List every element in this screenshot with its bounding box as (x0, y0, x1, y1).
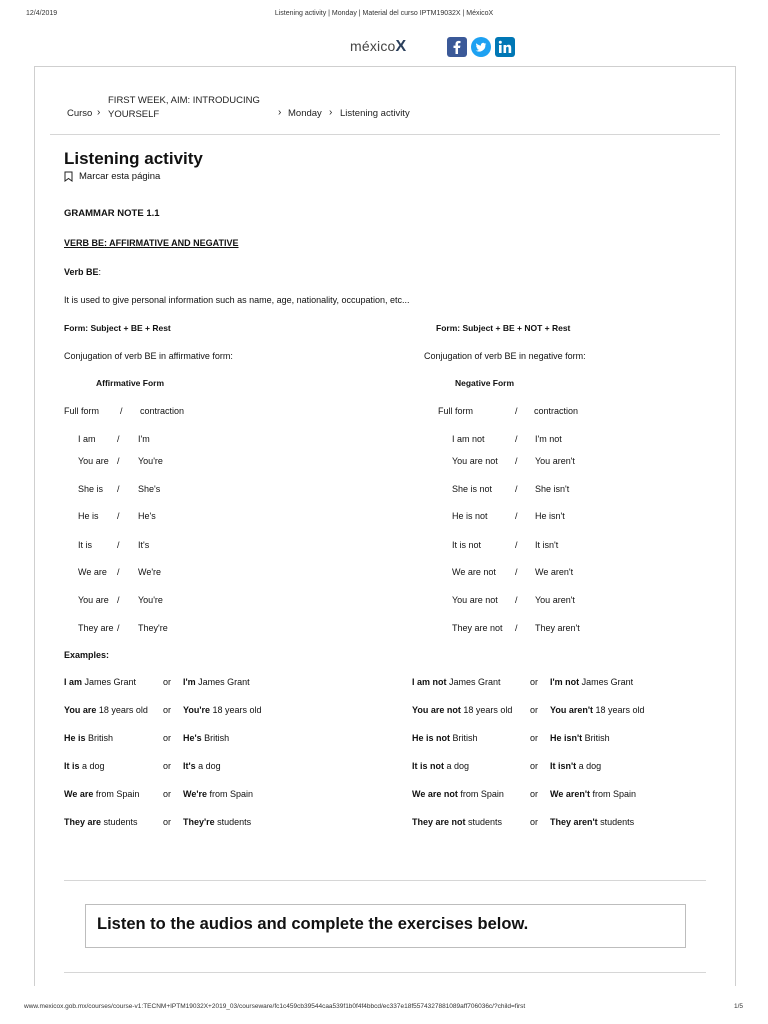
page-title: Listening activity (64, 149, 203, 168)
slash: / (515, 484, 518, 494)
slash: / (117, 484, 120, 494)
example-negative-contraction (550, 677, 633, 687)
social-links (446, 36, 516, 58)
example-rest: from Spain (590, 789, 637, 799)
form-affirmative: Form: Subject + BE + Rest (64, 323, 171, 333)
course-frame (34, 66, 736, 986)
example-bold: We are not (412, 789, 458, 799)
example-negative-contraction (550, 789, 636, 799)
negative-contraction: You aren't (535, 456, 575, 466)
example-negative-full (412, 733, 478, 743)
negative-full-form: You are not (452, 595, 498, 605)
slash: / (117, 595, 120, 605)
slash: / (515, 511, 518, 521)
chevron-right-icon: › (329, 107, 333, 118)
example-rest: British (201, 733, 230, 743)
example-rest: from Spain (207, 789, 254, 799)
example-rest: from Spain (457, 789, 504, 799)
example-rest: 18 years old (96, 705, 148, 715)
example-affirmative-contraction (183, 761, 221, 771)
example-affirmative-contraction (183, 817, 251, 827)
example-affirmative-full (64, 733, 113, 743)
slash: / (515, 434, 518, 444)
affirmative-form-title: Affirmative Form (96, 378, 165, 388)
slash: / (515, 540, 518, 550)
affirmative-contraction: It's (138, 540, 150, 550)
example-bold: It's (183, 761, 196, 771)
example-or: or (163, 705, 172, 715)
example-negative-full (412, 817, 502, 827)
example-affirmative-full (64, 761, 105, 771)
example-rest: students (597, 817, 635, 827)
example-or: or (530, 789, 539, 799)
example-or: or (163, 817, 172, 827)
examples-label: Examples: (64, 650, 110, 660)
logo-text: méxico (350, 38, 396, 54)
negative-contraction: She isn't (535, 484, 570, 494)
print-url: www.mexicox.gob.mx/courses/course-v1:TECNM+IPTM19032X+2019_03/courseware/fc1c459cb39544caa539f1b0f4f4bbcd/ec337e18f5574327881089aff706036c/?child=first (24, 1003, 526, 1010)
divider (64, 972, 706, 973)
example-bold: We aren't (550, 789, 590, 799)
breadcrumb (0, 92, 768, 126)
example-rest: students (101, 817, 138, 827)
divider (50, 134, 720, 135)
example-rest: students (465, 817, 503, 827)
slash: / (515, 406, 518, 416)
grammar-note-title: GRAMMAR NOTE 1.1 (64, 208, 160, 219)
print-page-number: 1/5 (734, 1003, 744, 1010)
verb-be-text: Verb BE (64, 267, 99, 277)
example-negative-full (412, 677, 501, 687)
breadcrumb-subsection[interactable]: Monday (288, 108, 322, 119)
breadcrumb-unit: Listening activity (340, 108, 410, 119)
example-negative-contraction (550, 817, 634, 827)
affirmative-contraction: You're (138, 456, 163, 466)
example-bold: They are not (412, 817, 466, 827)
example-bold: I'm (183, 677, 196, 687)
full-form-header: Full form (64, 406, 100, 416)
example-rest: 18 years old (592, 705, 645, 715)
divider (64, 880, 706, 881)
verb-be-label (64, 267, 101, 277)
bookmark-label: Marcar esta página (79, 171, 161, 182)
bookmark-icon (64, 171, 73, 182)
example-bold: He isn't (550, 733, 583, 743)
negative-contraction: You aren't (535, 595, 575, 605)
example-rest: students (214, 817, 252, 827)
affirmative-full-form: You are (78, 456, 109, 466)
bookmark-button[interactable] (64, 171, 160, 182)
example-bold: We are (64, 789, 94, 799)
breadcrumb-section[interactable]: FIRST WEEK, AIM: INTRODUCING YOURSELF (108, 95, 260, 120)
negative-contraction: We aren't (535, 567, 574, 577)
negative-full-form: She is not (452, 484, 493, 494)
example-rest: British (85, 733, 114, 743)
example-rest: a dog (195, 761, 221, 771)
example-or: or (530, 733, 539, 743)
example-rest: James Grant (446, 677, 501, 687)
example-affirmative-full (64, 705, 148, 715)
example-bold: I'm not (550, 677, 580, 687)
example-rest: 18 years old (209, 705, 262, 715)
example-negative-contraction (550, 733, 610, 743)
contraction-header: contraction (140, 406, 185, 416)
affirmative-contraction: We're (138, 567, 162, 577)
negative-full-form: We are not (452, 567, 496, 577)
example-or: or (530, 705, 539, 715)
slash: / (515, 623, 518, 633)
example-rest: a dog (79, 761, 105, 771)
example-bold: You're (183, 705, 210, 715)
example-affirmative-full (64, 789, 139, 799)
example-or: or (530, 817, 539, 827)
example-negative-full (412, 761, 469, 771)
affirmative-contraction: They're (138, 623, 168, 633)
slash: / (117, 540, 120, 550)
example-bold: He's (183, 733, 202, 743)
affirmative-contraction: I'm (138, 434, 150, 444)
negative-full-form: I am not (452, 434, 485, 444)
mexicox-logo[interactable] (350, 38, 406, 56)
breadcrumb-course[interactable]: Curso (67, 108, 93, 119)
example-bold: I am not (412, 677, 447, 687)
logo-x: X (395, 38, 407, 55)
example-bold: They are (64, 817, 102, 827)
example-bold: It isn't (550, 761, 577, 771)
print-date: 12/4/2019 (26, 10, 58, 17)
slash: / (117, 567, 120, 577)
example-bold: They're (183, 817, 215, 827)
contraction-header: contraction (534, 406, 579, 416)
negative-contraction: It isn't (535, 540, 559, 550)
slash: / (117, 456, 120, 466)
instruction-text: Listen to the audios and complete the exercises below. (97, 915, 529, 933)
example-or: or (163, 733, 172, 743)
example-or: or (163, 761, 172, 771)
example-bold: We're (183, 789, 207, 799)
example-rest: British (582, 733, 610, 743)
twitter-icon[interactable] (470, 36, 492, 58)
negative-full-form: It is not (452, 540, 482, 550)
example-affirmative-contraction (183, 677, 250, 687)
example-rest: James Grant (82, 677, 137, 687)
negative-contraction: They aren't (535, 623, 580, 633)
full-form-header: Full form (438, 406, 474, 416)
example-rest: a dog (576, 761, 602, 771)
example-rest: a dog (444, 761, 470, 771)
example-bold: I am (64, 677, 83, 687)
slash: / (515, 595, 518, 605)
brand-bar (0, 34, 768, 62)
affirmative-full-form: They are (78, 623, 114, 633)
verb-be-colon: : (98, 267, 102, 277)
slash: / (117, 511, 120, 521)
example-or: or (530, 677, 539, 687)
affirmative-contraction: You're (138, 595, 163, 605)
form-negative: Form: Subject + BE + NOT + Rest (436, 323, 571, 333)
example-bold: He is not (412, 733, 451, 743)
print-title: Listening activity | Monday | Material del curso IPTM19032X | MéxicoX (274, 10, 494, 17)
conjugation-negative-label: Conjugation of verb BE in negative form: (424, 351, 586, 361)
example-bold: You are not (412, 705, 461, 715)
negative-full-form: They are not (452, 623, 503, 633)
print-header (0, 10, 768, 22)
example-bold: You aren't (550, 705, 593, 715)
example-negative-full (412, 705, 512, 715)
negative-contraction: He isn't (535, 511, 565, 521)
conjugation-affirmative-label: Conjugation of verb BE in affirmative form: (64, 351, 233, 361)
slash: / (515, 456, 518, 466)
instruction-callout (85, 904, 686, 948)
affirmative-full-form: It is (78, 540, 93, 550)
example-rest: James Grant (195, 677, 250, 687)
verb-be-intro: It is used to give personal information such as name, age, nationality, occupation, etc... (64, 295, 410, 305)
affirmative-full-form: We are (78, 567, 107, 577)
negative-full-form: You are not (452, 456, 498, 466)
example-bold: He is (64, 733, 86, 743)
facebook-icon[interactable] (446, 36, 468, 58)
grammar-heading: VERB BE: AFFIRMATIVE AND NEGATIVE (64, 238, 239, 248)
affirmative-full-form: She is (78, 484, 104, 494)
example-rest: James Grant (579, 677, 634, 687)
example-rest: from Spain (93, 789, 140, 799)
negative-form-title: Negative Form (455, 378, 515, 388)
example-or: or (163, 789, 172, 799)
example-rest: 18 years old (460, 705, 513, 715)
example-affirmative-contraction (183, 705, 262, 715)
example-affirmative-contraction (183, 789, 253, 799)
example-bold: You are (64, 705, 97, 715)
example-affirmative-contraction (183, 733, 229, 743)
example-or: or (530, 761, 539, 771)
slash: / (120, 406, 123, 416)
negative-contraction: I'm not (535, 434, 562, 444)
example-affirmative-full (64, 677, 136, 687)
example-or: or (163, 677, 172, 687)
example-bold: It is (64, 761, 80, 771)
linkedin-icon[interactable] (494, 36, 516, 58)
negative-full-form: He is not (452, 511, 488, 521)
example-affirmative-full (64, 817, 138, 827)
example-negative-full (412, 789, 504, 799)
example-rest: British (450, 733, 478, 743)
example-bold: They aren't (550, 817, 598, 827)
example-negative-contraction (550, 761, 601, 771)
slash: / (117, 434, 120, 444)
example-negative-contraction (550, 705, 645, 715)
slash: / (515, 567, 518, 577)
affirmative-full-form: He is (78, 511, 99, 521)
slash: / (117, 623, 120, 633)
affirmative-full-form: I am (78, 434, 96, 444)
example-bold: It is not (412, 761, 444, 771)
chevron-right-icon: › (97, 107, 101, 118)
affirmative-full-form: You are (78, 595, 109, 605)
chevron-right-icon: › (278, 107, 282, 118)
affirmative-contraction: She's (138, 484, 161, 494)
affirmative-contraction: He's (138, 511, 156, 521)
